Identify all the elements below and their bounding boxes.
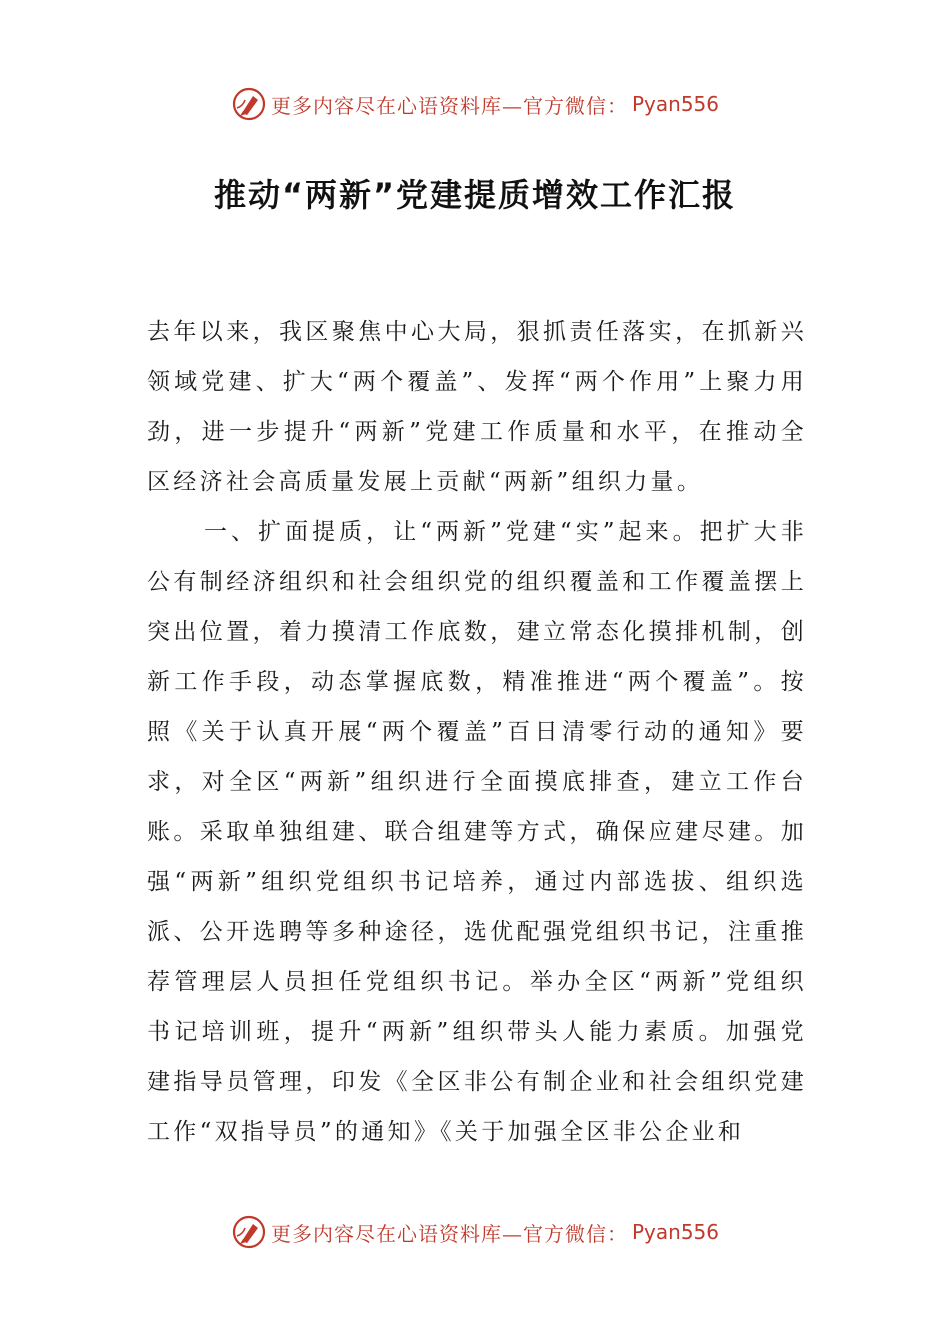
- body-paragraph: 去年以来，我区聚焦中心大局，狠抓责任落实，在抓新兴领域党建、扩大“两个覆盖”、发挥“两个作用”上聚力用劲，进一步提升“两新”党建工作质量和水平，在推动全区经济社会高质量发展上贡献“两新”组织力量。: [147, 319, 807, 495]
- pen-nib-logo-icon: [231, 1214, 267, 1250]
- banner-brand-text: 更多内容尽在心语资料库—官方微信：: [270, 93, 628, 118]
- pen-nib-logo-icon: [231, 86, 267, 122]
- body-paragraph: 一、扩面提质，让“两新”党建“实”起来。把扩大非公有制经济组织和社会组织党的组织覆盖和工作覆盖摆上突出位置，着力摸清工作底数，建立常态化摸排机制，创新工作手段，动态掌握底数，精准推进“两个覆盖”。按照《关于认真开展“两个覆盖”百日清零行动的通知》要求，对全区“两新”组织进行全面摸底排查，建立工作台账。采取单独组建、联合组建等方式，确保应建尽建。加强“两新”组织党组织书记培养，通过内部选拔、组织选派、公开选聘等多种途径，选优配强党组织书记，注重推荐管理层人员担任党组织书记。举办全区“两新”党组织书记培训班，提升“两新”组织带头人能力素质。加强党建指导员管理，印发《全区非公有制企业和社会组织党建工作“双指导员”的通知》《关于加强全区非公企业和: [147, 519, 807, 1145]
- banner-brand-text: 更多内容尽在心语资料库—官方微信：: [270, 1221, 628, 1246]
- document-title: 推动“两新”党建提质增效工作汇报: [213, 176, 737, 214]
- header-banner: [0, 84, 950, 124]
- banner-wechat-id: Pyan556: [631, 92, 719, 116]
- document-body: [147, 307, 807, 1157]
- banner-wechat-id: Pyan556: [631, 1220, 719, 1244]
- footer-banner: [0, 1212, 950, 1252]
